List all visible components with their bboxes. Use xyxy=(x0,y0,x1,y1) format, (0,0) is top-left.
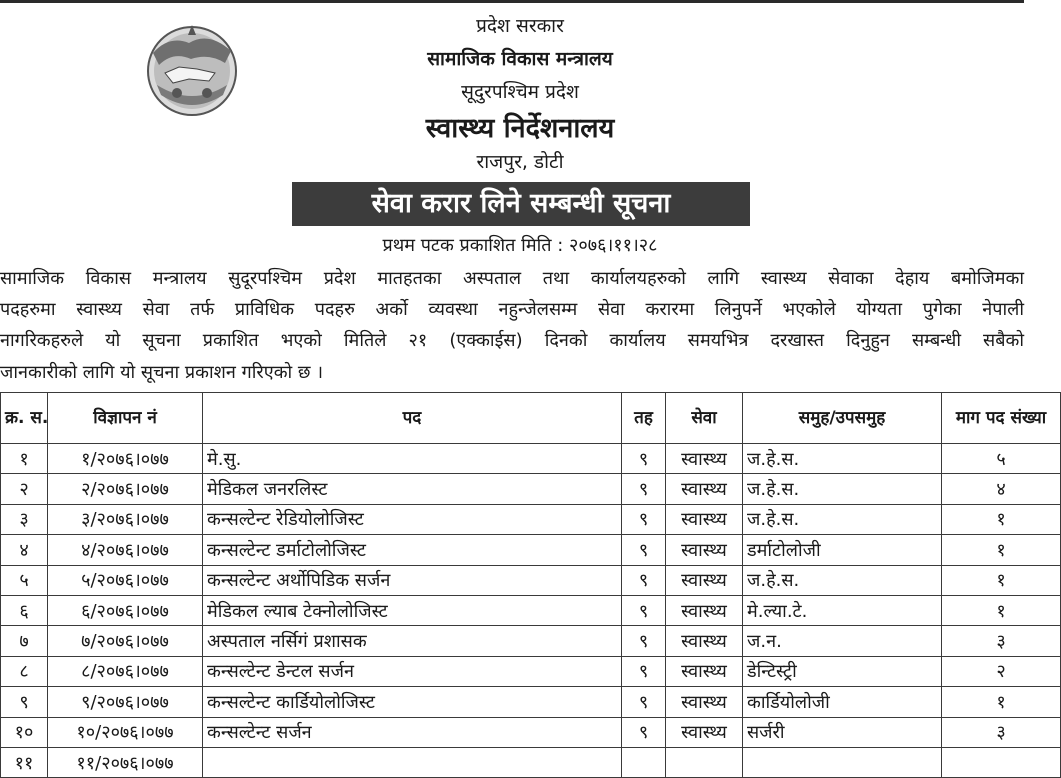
government-line: प्रदेश सरकार xyxy=(476,15,564,37)
group-cell xyxy=(743,747,942,777)
vacancy-table xyxy=(0,392,1061,778)
level-cell: ९ xyxy=(622,626,666,656)
table-row xyxy=(1,656,1061,686)
advert-no-cell: २/२०७६।०७७ xyxy=(48,474,203,504)
advert-no-cell: ८/२०७६।०७७ xyxy=(48,656,203,686)
header-group: समुह/उपसमुह xyxy=(743,393,942,444)
serial-cell: ५ xyxy=(1,565,48,595)
publication-date: प्रथम पटक प्रकाशित मिति : २०७६।११।२८ xyxy=(382,235,658,256)
group-cell: सर्जरी xyxy=(743,717,942,747)
table-row xyxy=(1,565,1061,595)
table-row xyxy=(1,717,1061,747)
level-cell: ९ xyxy=(622,595,666,625)
serial-cell: ४ xyxy=(1,535,48,565)
serial-cell: ९ xyxy=(1,687,48,717)
level-cell xyxy=(622,747,666,777)
group-cell: ज.न. xyxy=(743,626,942,656)
post-cell: कन्सल्टेन्ट रेडियोलोजिस्ट xyxy=(203,504,622,534)
group-cell: ज.हे.स. xyxy=(743,474,942,504)
serial-cell: १ xyxy=(1,444,48,474)
advert-no-cell: १/२०७६।०७७ xyxy=(48,444,203,474)
table-row xyxy=(1,595,1061,625)
service-cell: स्वास्थ्य xyxy=(666,626,743,656)
group-cell: डर्माटोलोजी xyxy=(743,535,942,565)
serial-cell: ३ xyxy=(1,504,48,534)
post-cell: कन्सल्टेन्ट डेन्टल सर्जन xyxy=(203,656,622,686)
count-cell: ४ xyxy=(942,474,1061,504)
table-row xyxy=(1,474,1061,504)
notice-text-line: सामाजिक विकास मन्त्रालय सुदूरपश्चिम प्रदेश मातहतका अस्पताल तथा कार्यालयहरुको लागि स्वास्थ्य सेवाका देहाय बमोजिमका xyxy=(0,268,1024,289)
serial-cell: १० xyxy=(1,717,48,747)
post-cell: कन्सल्टेन्ट कार्डियोलोजिस्ट xyxy=(203,687,622,717)
count-cell: ३ xyxy=(942,626,1061,656)
post-cell: मेडिकल ल्याब टेक्नोलोजिस्ट xyxy=(203,595,622,625)
serial-cell: ८ xyxy=(1,656,48,686)
post-cell: अस्पताल नर्सिगं प्रशासक xyxy=(203,626,622,656)
count-cell: १ xyxy=(942,595,1061,625)
table-row xyxy=(1,444,1061,474)
post-cell: कन्सल्टेन्ट अर्थोपिडिक सर्जन xyxy=(203,565,622,595)
post-cell: मेडिकल जनरलिस्ट xyxy=(203,474,622,504)
service-cell: स्वास्थ्य xyxy=(666,595,743,625)
advert-no-cell: ७/२०७६।०७७ xyxy=(48,626,203,656)
service-cell: स्वास्थ्य xyxy=(666,687,743,717)
header-advert-no: विज्ञापन नं xyxy=(48,393,203,444)
service-cell xyxy=(666,747,743,777)
advert-no-cell: ६/२०७६।०७७ xyxy=(48,595,203,625)
level-cell: ९ xyxy=(622,717,666,747)
table-row xyxy=(1,687,1061,717)
advert-no-cell: ९/२०७६।०७७ xyxy=(48,687,203,717)
count-cell: ५ xyxy=(942,444,1061,474)
level-cell: ९ xyxy=(622,687,666,717)
header-service: सेवा xyxy=(666,393,743,444)
service-cell: स्वास्थ्य xyxy=(666,717,743,747)
count-cell: १ xyxy=(942,687,1061,717)
notice-text-line: नागरिकहरुले यो सूचना प्रकाशित भएको मितिले २१ (एक्काईस) दिनको कार्यालय समयभित्र दरखास्त दिनुहुन सम्बन्धी सबैको xyxy=(0,330,1024,351)
notice-title-banner: सेवा करार लिने सम्बन्धी सूचना xyxy=(292,182,750,226)
service-cell: स्वास्थ्य xyxy=(666,535,743,565)
table-header-row xyxy=(1,393,1061,444)
level-cell: ९ xyxy=(622,535,666,565)
serial-cell: ११ xyxy=(1,747,48,777)
level-cell: ९ xyxy=(622,474,666,504)
level-cell: ९ xyxy=(622,656,666,686)
table-row xyxy=(1,747,1061,777)
count-cell: १ xyxy=(942,565,1061,595)
nepal-government-emblem-icon xyxy=(139,23,245,117)
advert-no-cell: ५/२०७६।०७७ xyxy=(48,565,203,595)
group-cell: ज.हे.स. xyxy=(743,565,942,595)
advert-no-cell: ३/२०७६।०७७ xyxy=(48,504,203,534)
service-cell: स्वास्थ्य xyxy=(666,565,743,595)
group-cell: ज.हे.स. xyxy=(743,504,942,534)
level-cell: ९ xyxy=(622,565,666,595)
post-cell: मे.सु. xyxy=(203,444,622,474)
header-serial: क्र. स. xyxy=(1,393,48,444)
count-cell: १ xyxy=(942,535,1061,565)
count-cell: १ xyxy=(942,504,1061,534)
directorate-title: स्वास्थ्य निर्देशनालय xyxy=(425,113,615,144)
table-row xyxy=(1,504,1061,534)
post-cell: कन्सल्टेन्ट सर्जन xyxy=(203,717,622,747)
header-post: पद xyxy=(203,393,622,444)
serial-cell: २ xyxy=(1,474,48,504)
province-line: सूदुरपश्चिम प्रदेश xyxy=(461,81,579,103)
post-cell: कन्सल्टेन्ट डर्माटोलोजिस्ट xyxy=(203,535,622,565)
advert-no-cell: ४/२०७६।०७७ xyxy=(48,535,203,565)
group-cell: कार्डियोलोजी xyxy=(743,687,942,717)
serial-cell: ७ xyxy=(1,626,48,656)
top-border xyxy=(0,0,1024,3)
service-cell: स्वास्थ्य xyxy=(666,444,743,474)
count-cell xyxy=(942,747,1061,777)
group-cell: डेन्टिस्ट्री xyxy=(743,656,942,686)
service-cell: स्वास्थ्य xyxy=(666,656,743,686)
ministry-line: सामाजिक विकास मन्त्रालय xyxy=(427,48,613,70)
notice-text-line: पदहरुमा स्वास्थ्य सेवा तर्फ प्राविधिक पदहरु अर्को व्यवस्था नहुन्जेलसम्म सेवा करारमा लिनुपर्ने भएकोले योग्यता पुगेका नेपाली xyxy=(0,299,1024,320)
group-cell: मे.ल्या.टे. xyxy=(743,595,942,625)
location-line: राजपुर, डोटी xyxy=(476,151,564,173)
vacancy-table-container xyxy=(0,392,1047,774)
header-count: माग पद संख्या xyxy=(942,393,1061,444)
group-cell: ज.हे.स. xyxy=(743,444,942,474)
count-cell: २ xyxy=(942,656,1061,686)
advert-no-cell: १०/२०७६।०७७ xyxy=(48,717,203,747)
advert-no-cell: ११/२०७६।०७७ xyxy=(48,747,203,777)
count-cell: ३ xyxy=(942,717,1061,747)
header-level: तह xyxy=(622,393,666,444)
table-row xyxy=(1,626,1061,656)
table-row xyxy=(1,535,1061,565)
level-cell: ९ xyxy=(622,504,666,534)
serial-cell: ६ xyxy=(1,595,48,625)
post-cell xyxy=(203,747,622,777)
notice-text-line: जानकारीको लागि यो सूचना प्रकाशन गरिएको छ । xyxy=(0,362,324,383)
table-body xyxy=(1,444,1061,778)
service-cell: स्वास्थ्य xyxy=(666,474,743,504)
level-cell: ९ xyxy=(622,444,666,474)
service-cell: स्वास्थ्य xyxy=(666,504,743,534)
